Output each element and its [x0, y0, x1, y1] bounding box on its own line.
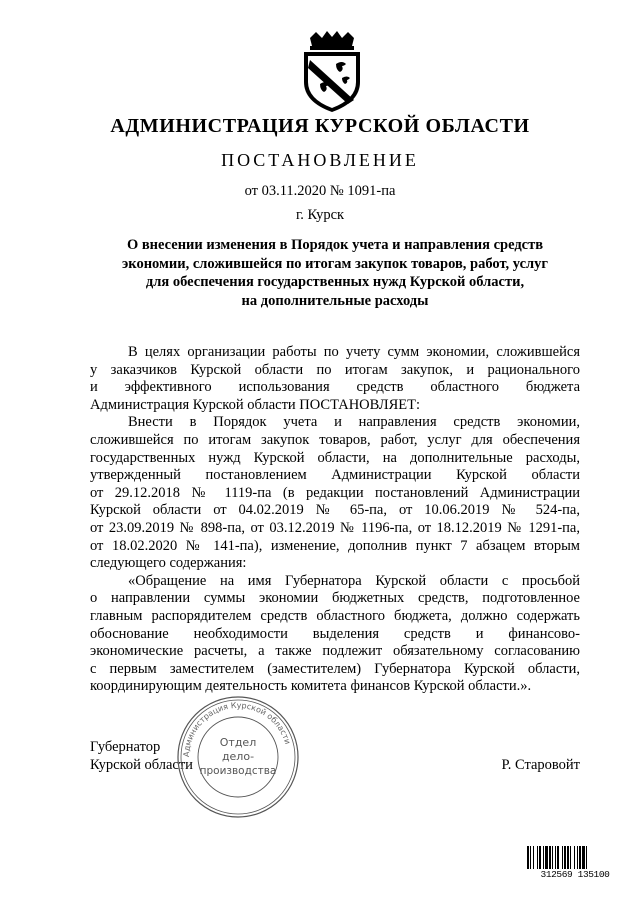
body-line: от 29.12.2018 № 1119-па (в редакции постановлений Администрации — [90, 484, 580, 501]
body-line: от 23.09.2019 № 898-па, от 03.12.2019 № 1196-па, от 18.12.2019 № 1291-па, — [90, 519, 580, 536]
document-type: ПОСТАНОВЛЕНИЕ — [221, 150, 419, 170]
organization-title: АДМИНИСТРАЦИЯ КУРСКОЙ ОБЛАСТИ — [110, 115, 530, 137]
body-line: следующего содержания: — [90, 555, 247, 572]
body-line: о направлении суммы экономии бюджетных средств, подготовленное — [90, 590, 580, 607]
signatory-position-line: Курской области — [90, 756, 193, 773]
body-line: В целях организации работы по учету сумм экономии, сложившейся — [128, 344, 580, 360]
barcode-number: 312569 135100 — [526, 869, 624, 881]
subject-line: для обеспечения государственных нужд Курской области, — [145, 274, 525, 290]
document-body — [90, 344, 580, 696]
body-line: Внести в Порядок учета и направления средств экономии, — [128, 414, 580, 431]
body-line: главным распорядителем средств областного бюджета, должно содержать — [90, 607, 580, 624]
body-line: государственных нужд Курской области, на дополнительные расходы, — [90, 449, 580, 466]
subject-line: экономии, сложившейся по итогам закупок товаров, работ, услуг — [122, 255, 548, 272]
body-line: обоснование необходимости выделения средств и финансово- — [90, 625, 580, 642]
body-line: с первым заместителем (заместителем) Губернатора Курской области, — [90, 660, 580, 677]
signatory-position-line: Губернатор — [90, 739, 161, 755]
body-line: Курской области от 04.02.2019 № 65-па, от 10.06.2019 № 524-па, — [90, 502, 580, 519]
body-line: у заказчиков Курской области по итогам закупок, и рационального — [90, 361, 580, 378]
stamp-ring-text: Администрация Курской области — [181, 700, 293, 758]
body-line: координирующим деятельность комитета финансов Курской области.». — [90, 678, 532, 695]
kursk-coat-of-arms-icon — [296, 30, 368, 114]
body-line: сложившейся по итогам закупок товаров, работ, услуг для обеспечения — [90, 431, 580, 448]
stamp-line: дело- — [221, 750, 255, 763]
body-line: экономические расчеты, а также подлежит обязательному согласованию — [90, 643, 580, 660]
document-date-number: от 03.11.2020 № 1091-па — [244, 183, 396, 199]
subject-line: О внесении изменения в Порядок учета и направления средств — [126, 237, 544, 253]
body-line: от 18.02.2020 № 141-па), изменение, дополнив пункт 7 абзацем вторым — [90, 537, 580, 554]
subject-line: на дополнительные расходы — [241, 292, 429, 309]
body-line: Администрация Курской области ПОСТАНОВЛЯЕТ: — [90, 396, 421, 413]
stamp-line: производства — [199, 765, 277, 777]
body-line: «Обращение на имя Губернатора Курской области с просьбой — [128, 572, 580, 589]
official-stamp — [175, 694, 301, 820]
signatory-name: Р. Старовойт — [501, 757, 580, 773]
document-subject — [90, 236, 580, 310]
stamp-line: Отдел — [219, 736, 257, 749]
document-city: г. Курск — [295, 207, 345, 223]
body-line: и эффективного использования средств областного бюджета — [90, 379, 580, 396]
body-line: утвержденный постановлением Администрации Курской области — [90, 467, 580, 484]
